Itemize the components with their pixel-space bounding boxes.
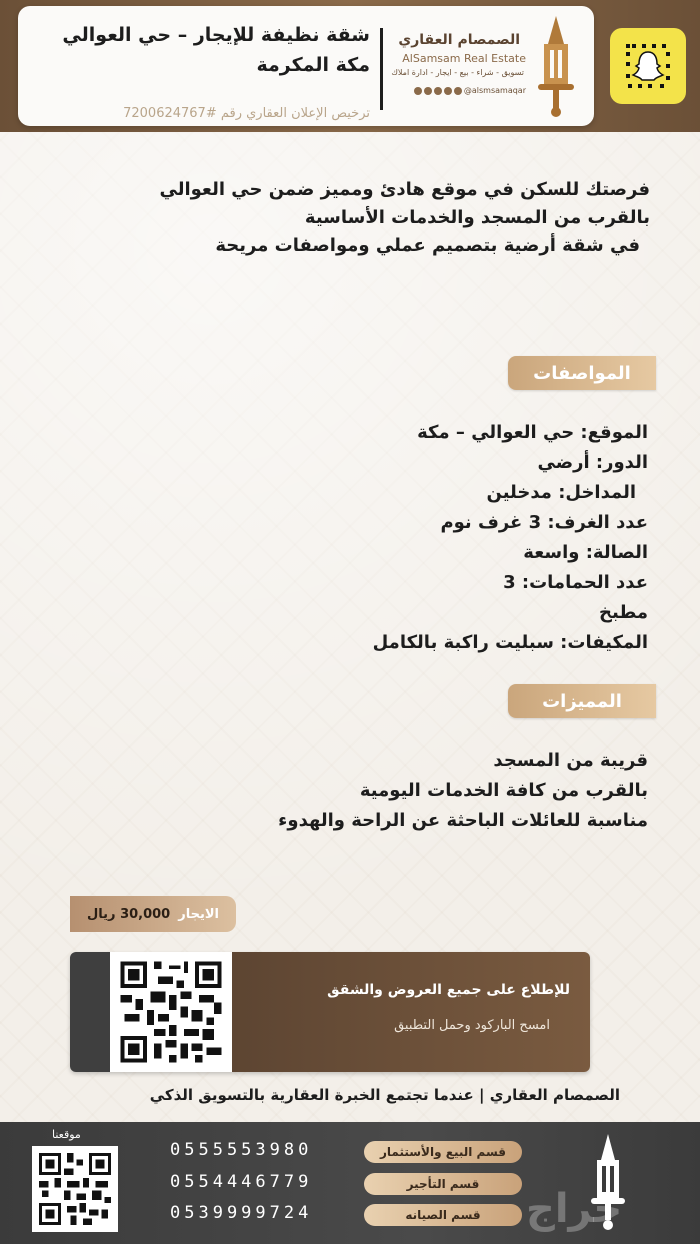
phone-sales[interactable]: 0555553980 (170, 1140, 313, 1160)
instagram-icon[interactable] (424, 87, 432, 95)
snapcode-icon (618, 36, 678, 96)
feature-item: بالقرب من كافة الخدمات اليومية (359, 780, 648, 801)
intro-text (60, 176, 650, 260)
features-list (188, 746, 648, 836)
spec-item: مطبخ (599, 602, 648, 623)
site-label: موقعنا (52, 1128, 81, 1141)
phone-rental[interactable]: 0554446779 (170, 1172, 313, 1192)
app-download-panel (70, 952, 590, 1072)
features-title: المميزات (508, 684, 656, 718)
youtube-icon[interactable] (444, 87, 452, 95)
feature-item: قريبة من المسجد (493, 750, 648, 771)
intro-line1: فرصتك للسكن في موقع هادئ ومميز ضمن حي العوالي (159, 179, 650, 200)
qr-code-icon (36, 1150, 114, 1228)
dept-rental: قسم التأجير (364, 1173, 522, 1195)
price-label: الايجار (178, 906, 219, 922)
twitter-icon[interactable] (434, 87, 442, 95)
spec-item: المداخل: مدخلين (486, 482, 636, 503)
brand-name-en: AlSamsam Real Estate (402, 52, 526, 65)
app-qr-code[interactable] (110, 952, 232, 1072)
brand-services: تسويق - شراء - بيع - ايجار - ادارة املاك (391, 68, 524, 77)
brand-handle[interactable]: @alsmsamaqar (463, 86, 526, 95)
spec-item: المكيفات: سبليت راكبة بالكامل (372, 632, 648, 653)
brand-social (366, 86, 526, 95)
dept-sales: قسم البيع والأستثمار (364, 1141, 522, 1163)
price-amount: 30,000 ريال (87, 906, 171, 922)
spec-item: الدور: أرضي (537, 452, 648, 473)
website-qr-code[interactable] (32, 1146, 118, 1232)
specs-title: المواصفات (508, 356, 656, 390)
cta-title: للإطلاع على جميع العروض والشقق (327, 982, 570, 998)
license-number: ترخيص الإعلان العقاري رقم #7200624767 (123, 106, 370, 121)
spec-item: الصالة: واسعة (523, 542, 648, 563)
cta-subtitle: امسح الباركود وحمل التطبيق (394, 1018, 550, 1033)
slogan: الصمصام العقاري | عندما تجتمع الخبرة العقارية بالتسويق الذكي (149, 1086, 620, 1104)
price-tag (70, 896, 236, 932)
phone-maintenance[interactable]: 0539999724 (170, 1203, 313, 1223)
qr-code-icon (117, 958, 225, 1066)
specs-list (248, 418, 648, 658)
cta-text-area (232, 952, 590, 1072)
headline (30, 20, 370, 80)
cta-side-strip (70, 952, 110, 1072)
spec-item: عدد الغرف: 3 غرف نوم (440, 512, 648, 533)
sword-logo-icon (536, 14, 576, 118)
headline-line2: مكة المكرمة (256, 54, 370, 76)
dept-maintenance: قسم الصيانه (364, 1204, 522, 1226)
brand-name-ar: الصمصام العقاري (398, 32, 520, 48)
intro-line2: بالقرب من المسجد والخدمات الأساسية (304, 207, 650, 228)
intro-line3: في شقة أرضية بتصميم عملي ومواصفات مريحة (215, 235, 640, 256)
spec-item: الموقع: حي العوالي – مكة (417, 422, 648, 443)
headline-line1: شقة نظيفة للإيجار – حي العوالي (62, 24, 370, 46)
spec-item: عدد الحمامات: 3 (503, 572, 648, 593)
snapchat-qr-code[interactable] (610, 28, 686, 104)
haraj-watermark: حراج (526, 1186, 623, 1232)
facebook-icon[interactable] (414, 87, 422, 95)
snapchat-icon[interactable] (454, 87, 462, 95)
feature-item: مناسبة للعائلات الباحثة عن الراحة والهدوء (278, 810, 648, 831)
